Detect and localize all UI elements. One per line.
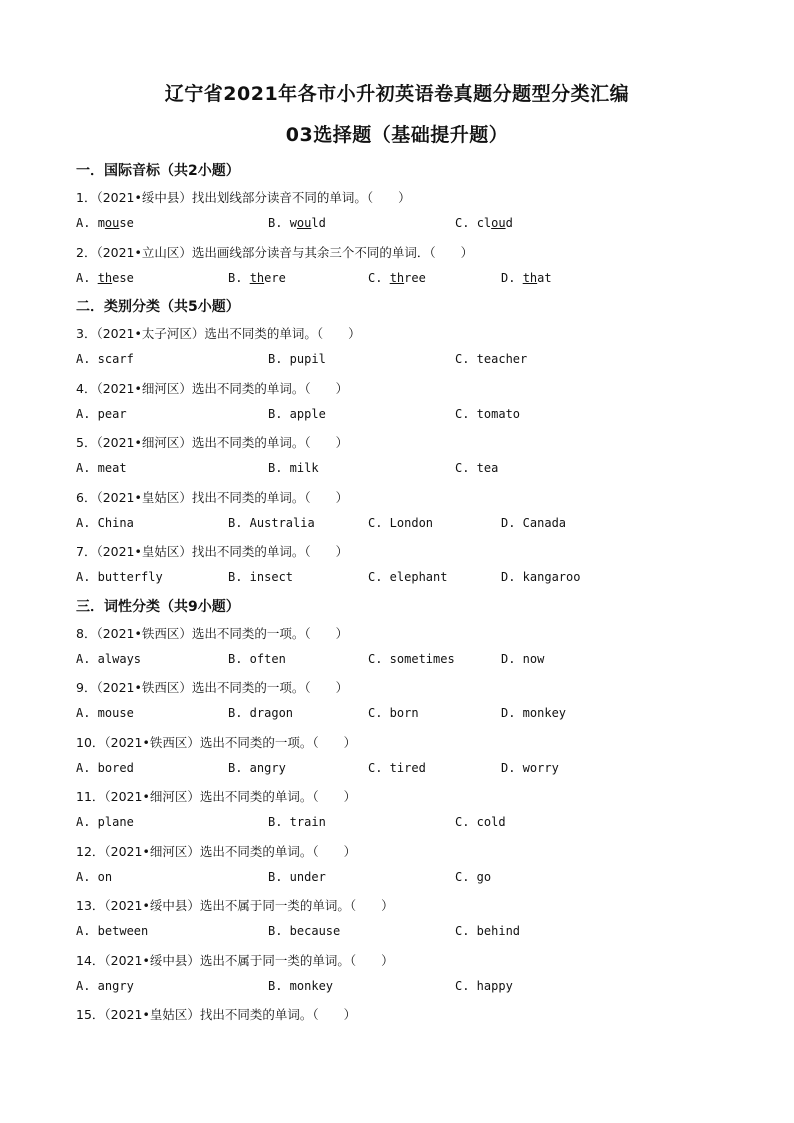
option-12-a[interactable]: A. on (76, 870, 113, 884)
question-1: 1．（2021•绥中县）找出划线部分读音不同的单词。（ ） (76, 190, 411, 205)
option-prefix: A. (76, 271, 98, 285)
question-9: 9．（2021•铁西区）选出不同类的一项。（ ） (76, 680, 349, 695)
option-7-a[interactable]: A. butterfly (76, 570, 163, 584)
option-13-c[interactable]: C. behind (455, 924, 521, 938)
option-2-c[interactable] (368, 271, 426, 285)
underlined-part: ou (491, 216, 506, 230)
underlined-part: ou (104, 216, 120, 230)
word-part: w (289, 216, 297, 230)
option-prefix: C. (368, 271, 390, 285)
option-8-a[interactable]: A. always (76, 652, 142, 666)
question-7: 7．（2021•皇姑区）找出不同类的单词。（ ） (76, 544, 349, 559)
option-prefix: B. (228, 271, 250, 285)
word-part: ese (112, 271, 134, 285)
option-3-c[interactable]: C. teacher (455, 352, 528, 366)
word-part: ld (311, 216, 326, 230)
option-6-b[interactable]: B. Australia (228, 516, 315, 530)
option-10-c[interactable]: C. tired (368, 761, 426, 775)
word-part: at (537, 271, 552, 285)
option-2-a[interactable] (76, 271, 134, 285)
underlined-part: ou (296, 216, 312, 230)
option-6-d[interactable]: D. Canada (501, 516, 567, 530)
option-10-b[interactable]: B. angry (228, 761, 286, 775)
option-prefix: C. (455, 216, 477, 230)
option-14-a[interactable]: A. angry (76, 979, 134, 993)
option-5-a[interactable]: A. meat (76, 461, 127, 475)
option-prefix: A. (76, 216, 98, 230)
word-part: d (505, 216, 513, 230)
underlined-part: th (389, 271, 405, 285)
word-part: ere (264, 271, 286, 285)
section-heading-part-of-speech: 三．词性分类（共9小题） (76, 599, 240, 615)
option-6-c[interactable]: C. London (368, 516, 434, 530)
option-7-c[interactable]: C. elephant (368, 570, 448, 584)
option-8-d[interactable]: D. now (501, 652, 545, 666)
option-7-b[interactable]: B. insect (228, 570, 294, 584)
question-15: 15．（2021•皇姑区）找出不同类的单词。（ ） (76, 1007, 357, 1022)
option-7-d[interactable]: D. kangaroo (501, 570, 581, 584)
word-part: se (119, 216, 134, 230)
option-3-b[interactable]: B. pupil (268, 352, 326, 366)
option-11-c[interactable]: C. cold (455, 815, 506, 829)
option-4-a[interactable]: A. pear (76, 407, 127, 421)
question-4: 4．（2021•细河区）选出不同类的单词。（ ） (76, 381, 349, 396)
document-title: 辽宁省2021年各市小升初英语卷真题分题型分类汇编 (164, 83, 630, 105)
option-9-d[interactable]: D. monkey (501, 706, 567, 720)
option-5-c[interactable]: C. tea (455, 461, 499, 475)
option-prefix: D. (501, 271, 523, 285)
option-6-a[interactable]: A. China (76, 516, 134, 530)
option-12-b[interactable]: B. under (268, 870, 326, 884)
option-2-d[interactable] (501, 271, 552, 285)
underlined-part: th (249, 271, 265, 285)
option-9-b[interactable]: B. dragon (228, 706, 294, 720)
question-10: 10．（2021•铁西区）选出不同类的一项。（ ） (76, 735, 357, 750)
option-14-b[interactable]: B. monkey (268, 979, 334, 993)
word-part: cl (476, 216, 492, 230)
question-8: 8．（2021•铁西区）选出不同类的一项。（ ） (76, 626, 349, 641)
question-5: 5．（2021•细河区）选出不同类的单词。（ ） (76, 435, 349, 450)
option-prefix: B. (268, 216, 290, 230)
option-10-d[interactable]: D. worry (501, 761, 559, 775)
underlined-part: th (97, 271, 113, 285)
option-1-b[interactable] (268, 216, 326, 230)
option-9-a[interactable]: A. mouse (76, 706, 134, 720)
option-8-b[interactable]: B. often (228, 652, 286, 666)
option-10-a[interactable]: A. bored (76, 761, 134, 775)
question-14: 14．（2021•绥中县）选出不属于同一类的单词。（ ） (76, 953, 394, 968)
section-heading-phonetics: 一．国际音标（共2小题） (76, 163, 240, 179)
option-4-c[interactable]: C. tomato (455, 407, 521, 421)
option-13-a[interactable]: A. between (76, 924, 149, 938)
option-11-b[interactable]: B. train (268, 815, 326, 829)
word-part: m (97, 216, 105, 230)
option-12-c[interactable]: C. go (455, 870, 492, 884)
option-11-a[interactable]: A. plane (76, 815, 134, 829)
question-13: 13．（2021•绥中县）选出不属于同一类的单词。（ ） (76, 898, 394, 913)
word-part: ree (404, 271, 426, 285)
option-8-c[interactable]: C. sometimes (368, 652, 455, 666)
option-5-b[interactable]: B. milk (268, 461, 319, 475)
question-11: 11．（2021•细河区）选出不同类的单词。（ ） (76, 789, 357, 804)
question-6: 6．（2021•皇姑区）找出不同类的单词。（ ） (76, 490, 349, 505)
document-subtitle: 03选择题（基础提升题） (285, 124, 509, 146)
question-3: 3．（2021•太子河区）选出不同类的单词。（ ） (76, 326, 361, 341)
section-heading-category: 二．类别分类（共5小题） (76, 299, 240, 315)
option-9-c[interactable]: C. born (368, 706, 419, 720)
question-12: 12．（2021•细河区）选出不同类的单词。（ ） (76, 844, 357, 859)
option-2-b[interactable] (228, 271, 286, 285)
underlined-part: th (522, 271, 538, 285)
option-13-b[interactable]: B. because (268, 924, 341, 938)
option-3-a[interactable]: A. scarf (76, 352, 134, 366)
option-1-c[interactable] (455, 216, 513, 230)
option-1-a[interactable] (76, 216, 134, 230)
question-2: 2．（2021•立山区）选出画线部分读音与其余三个不同的单词．（ ） (76, 245, 474, 260)
option-14-c[interactable]: C. happy (455, 979, 513, 993)
option-4-b[interactable]: B. apple (268, 407, 326, 421)
